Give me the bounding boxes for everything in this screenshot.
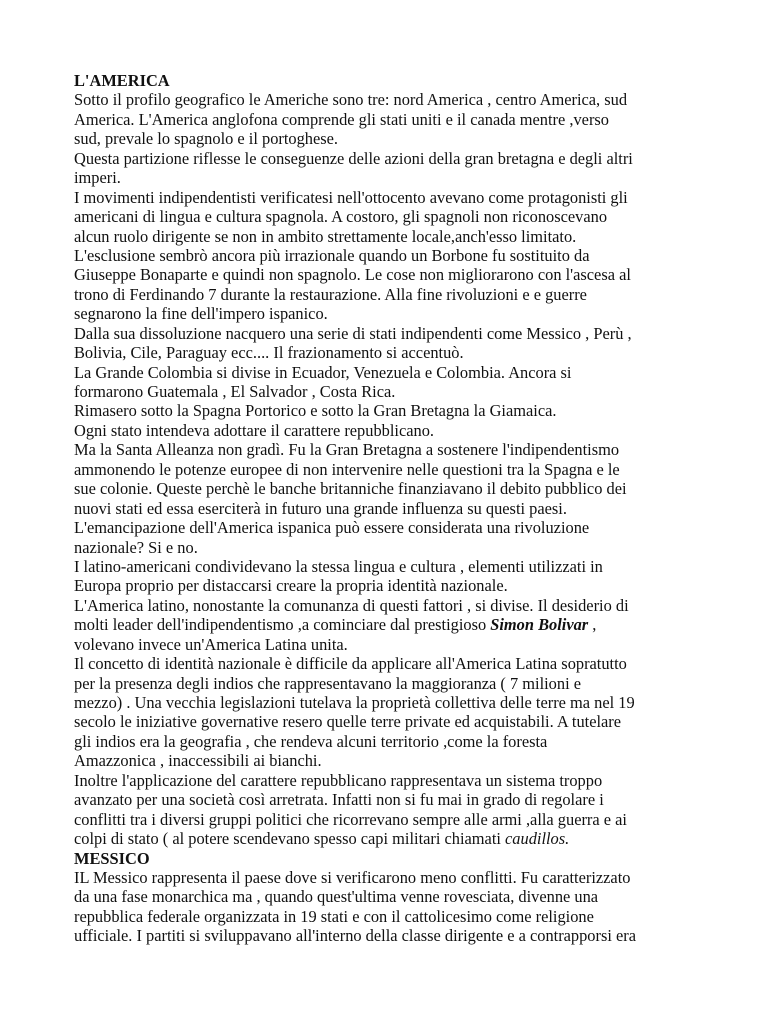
- line-text: trono di Ferdinando 7 durante la restaurazione. Alla fine rivoluzioni e e guerre: [74, 284, 587, 304]
- line-text: Sotto il profilo geografico le Americhe sono tre: nord America , centro America, sud: [74, 90, 628, 110]
- text-line: [74, 129, 694, 148]
- text-line: [74, 499, 694, 518]
- text-line: [74, 654, 694, 673]
- line-text: mezzo) . Una vecchia legislazioni tutelava la proprietà collettiva delle terre ma nel 19: [74, 693, 635, 712]
- text-line: [74, 615, 694, 634]
- text-line: [74, 227, 694, 246]
- text-line: [74, 460, 694, 479]
- section-heading: [74, 71, 694, 90]
- text-line: [74, 712, 694, 731]
- line-text: L'AMERICA: [74, 71, 170, 90]
- text-line: [74, 90, 694, 109]
- text-line: [74, 538, 694, 557]
- line-text: La Grande Colombia si divise in Ecuador, Venezuela e Colombia. Ancora si: [74, 362, 572, 382]
- line-text: colpi di stato ( al potere scendevano spesso capi militari chiamati: [74, 829, 506, 849]
- text-line: [74, 518, 694, 537]
- line-text-after: ,: [588, 615, 597, 635]
- line-text: Questa partizione riflesse le conseguenze delle azioni della gran bretagna e degli altri: [74, 148, 633, 168]
- text-line: [74, 926, 694, 945]
- line-text: America. L'America anglofona comprende gli stati uniti e il canada mentre ,verso: [74, 109, 609, 129]
- line-text: L'emancipazione dell'America ispanica può essere considerata una rivoluzione: [74, 518, 590, 538]
- line-text: L'esclusione sembrò ancora più irrazionale quando un Borbone fu sostituito da: [74, 245, 590, 265]
- line-text: I movimenti indipendentisti verificatesi nell'ottocento avevano come protagonisti gli: [74, 187, 628, 207]
- line-text: per la presenza degli indios che rappresentavano la maggioranza ( 7 milioni e: [74, 673, 581, 693]
- line-text: Bolivia, Cile, Paraguay ecc.... Il frazionamento si accentuò.: [74, 343, 464, 363]
- text-line: [74, 635, 694, 654]
- line-text: Europa proprio per distaccarsi creare la propria identità nazionale.: [74, 576, 508, 596]
- text-line: [74, 829, 694, 848]
- line-text: formarono Guatemala , El Salvador , Costa Rica.: [74, 382, 396, 401]
- text-line: [74, 265, 694, 284]
- text-line: [74, 149, 694, 168]
- text-line: [74, 324, 694, 343]
- line-text: repubblica federale organizzata in 19 stati e con il cattolicesimo come religione: [74, 906, 594, 926]
- text-line: [74, 285, 694, 304]
- text-line: [74, 557, 694, 576]
- text-line: [74, 596, 694, 615]
- line-text: ammonendo le potenze europee di non intervenire nelle questioni tra la Spagna e le: [74, 459, 620, 479]
- line-text: sue colonie. Queste perchè le banche britanniche finanziavano il debito pubblico dei: [74, 479, 627, 499]
- line-text: Amazzonica , inaccessibili ai bianchi.: [74, 751, 322, 771]
- line-text: Dalla sua dissoluzione nacquero una serie di stati indipendenti come Messico , Perù ,: [74, 323, 632, 343]
- text-line: [74, 246, 694, 265]
- text-line: [74, 732, 694, 751]
- line-text: sud, prevale lo spagnolo e il portoghese.: [74, 129, 339, 149]
- text-line: [74, 693, 694, 712]
- emphasized-text: Simon Bolivar: [490, 615, 589, 635]
- line-text: Inoltre l'applicazione del carattere repubblicano rappresentava un sistema troppo: [74, 770, 603, 790]
- text-line: [74, 751, 694, 770]
- text-line: [74, 401, 694, 420]
- line-text: Ma la Santa Alleanza non gradì. Fu la Gran Bretagna a sostenere l'indipendentismo: [74, 440, 620, 460]
- line-text: L'America latino, nonostante la comunanza di questi fattori , si divise. Il desiderio di: [74, 595, 629, 615]
- text-line: [74, 363, 694, 382]
- line-text: Giuseppe Bonaparte e quindi non spagnolo. Le cose non migliorarono con l'ascesa al: [74, 265, 631, 285]
- line-text: imperi.: [74, 168, 121, 188]
- text-line: [74, 868, 694, 887]
- line-text: nuovi stati ed essa eserciterà in futuro una grande influenza su questi paesi.: [74, 498, 567, 518]
- section-heading: [74, 849, 694, 868]
- line-text: conflitti tra i diversi gruppi politici che ricorrevano sempre alle armi ,alla guerra e ai: [74, 809, 627, 829]
- line-text: avanzato per una società così arretrata. Infatti non si fu mai in grado di regolare i: [74, 790, 604, 810]
- line-text: IL Messico rappresenta il paese dove si verificarono meno conflitti. Fu caratterizzato: [74, 867, 631, 887]
- emphasized-text: caudillos.: [505, 829, 570, 849]
- text-line: [74, 790, 694, 809]
- document-body: [74, 71, 694, 946]
- line-text: americani di lingua e cultura spagnola. A costoro, gli spagnoli non riconoscevano: [74, 207, 608, 227]
- text-line: [74, 810, 694, 829]
- text-line: [74, 421, 694, 440]
- line-text: molti leader dell'indipendentismo ,a cominciare dal prestigioso: [74, 615, 491, 635]
- line-text: alcun ruolo dirigente se non in ambito strettamente locale,anch'esso limitato.: [74, 226, 577, 246]
- line-text: Il concetto di identità nazionale è difficile da applicare all'America Latina sopratutto: [74, 654, 627, 674]
- text-line: [74, 887, 694, 906]
- line-text: segnarono la fine dell'impero ispanico.: [74, 304, 328, 324]
- line-text: Ogni stato intendeva adottare il carattere repubblicano.: [74, 420, 434, 440]
- line-text: volevano invece un'America Latina unita.: [74, 634, 348, 654]
- text-line: [74, 440, 694, 459]
- text-line: [74, 674, 694, 693]
- line-text: da una fase monarchica ma , quando quest'ultima venne rovesciata, divenne una: [74, 887, 599, 907]
- text-line: [74, 188, 694, 207]
- text-line: [74, 907, 694, 926]
- text-line: [74, 479, 694, 498]
- line-text: secolo le iniziative governative resero quelle terre private ed acquistabili. A tutelare: [74, 712, 622, 732]
- text-line: [74, 382, 694, 401]
- text-line: [74, 168, 694, 187]
- text-line: [74, 343, 694, 362]
- line-text: I latino-americani condividevano la stessa lingua e cultura , elementi utilizzati in: [74, 556, 603, 576]
- text-line: [74, 304, 694, 323]
- line-text: nazionale? Si e no.: [74, 537, 198, 557]
- text-line: [74, 110, 694, 129]
- line-text: MESSICO: [74, 848, 150, 868]
- line-text: gli indios era la geografia , che rendeva alcuni territorio ,come la foresta: [74, 731, 548, 751]
- line-text: Rimasero sotto la Spagna Portorico e sotto la Gran Bretagna la Giamaica.: [74, 401, 557, 421]
- text-line: [74, 576, 694, 595]
- text-line: [74, 207, 694, 226]
- text-line: [74, 771, 694, 790]
- line-text: ufficiale. I partiti si sviluppavano all'interno della classe dirigente e a contrapporsi era: [74, 926, 637, 946]
